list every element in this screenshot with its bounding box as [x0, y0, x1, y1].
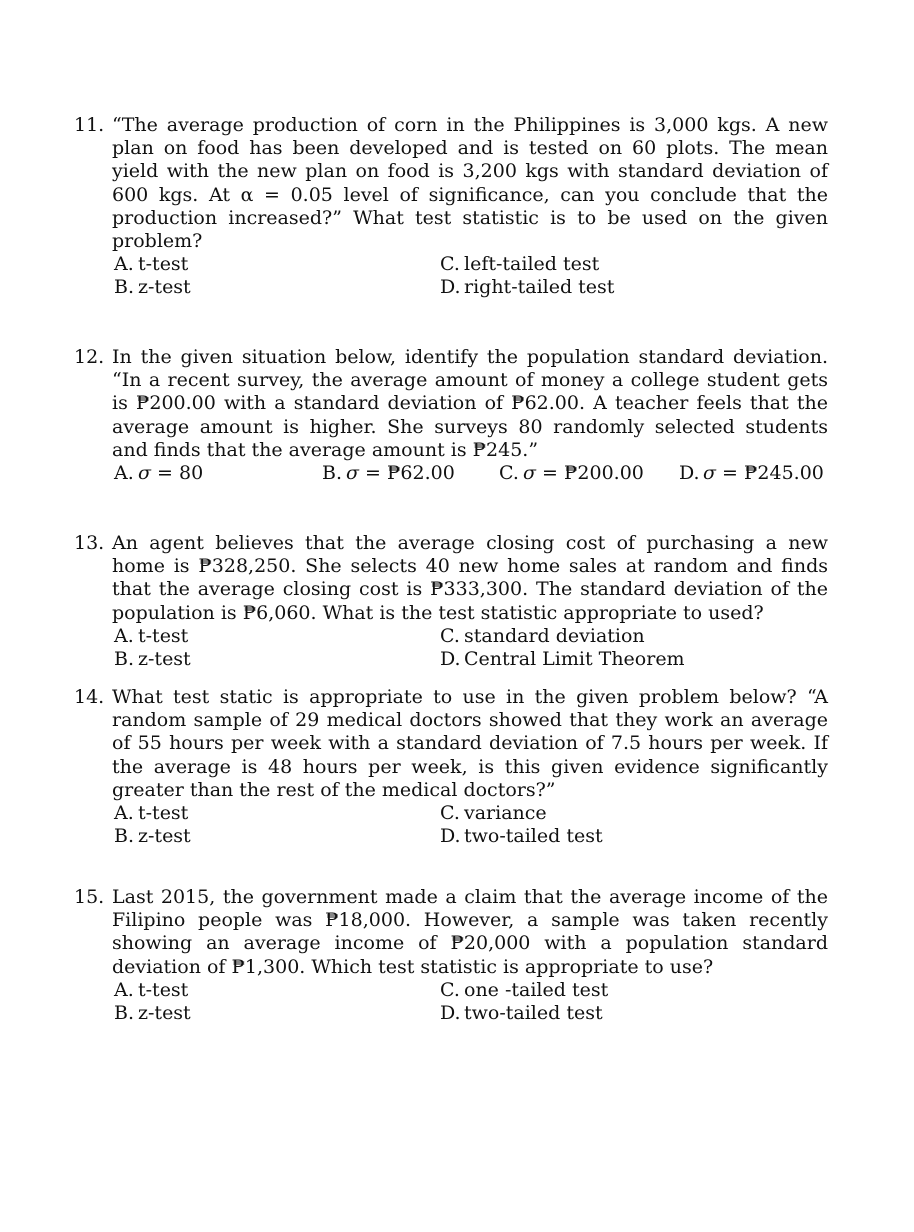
choice-a[interactable]: A. t-test [114, 253, 189, 276]
choice-d[interactable]: D. σ = ₱245.00 [679, 462, 824, 485]
choice-a[interactable]: A. t-test [114, 978, 189, 1001]
answer-choices [114, 625, 828, 671]
question-14 [74, 686, 828, 848]
choice-a[interactable]: A. σ = 80 [114, 462, 204, 485]
choice-d[interactable]: D. Central Limit Theorem [440, 648, 685, 670]
question-stem: “The average production of corn in the Philippines is 3,000 kgs. A new plan on food has been developed and is tested on 60 plots. The mean yield with the new plan on food is 3,200 kgs with standard deviation of 600 kgs. At α = 0.05 level of significance, can you conclude that the production increased?” What test statistic is to be used on the given problem? [112, 114, 828, 253]
choice-b[interactable]: B. z-test [114, 648, 191, 670]
question-number: 13. [74, 532, 105, 554]
question-number: 14. [74, 686, 105, 708]
choice-d[interactable]: D. right-tailed test [440, 276, 615, 299]
question-13 [74, 532, 828, 671]
choice-a[interactable]: A. t-test [114, 624, 189, 647]
question-stem: An agent believes that the average closing cost of purchasing a new home is ₱328,250. She selects 40 new home sales at random and finds that the average closing cost is ₱333,300. The standard deviation of the population is ₱6,060. What is the test statistic appropriate to used? [112, 532, 828, 624]
choice-c[interactable]: C. left-tailed test [440, 253, 600, 276]
choice-c[interactable]: C. standard deviation [440, 624, 645, 647]
choice-c[interactable]: C. variance [440, 802, 547, 825]
choice-b[interactable]: B. z-test [114, 1002, 191, 1024]
question-stem: What test static is appropriate to use in the given problem below? “A random sample of 29 medical doctors showed that they work an average of 55 hours per week with a standard deviation of 7.5 hours per week. If the average is 48 hours per week, is this given evidence significantly greater than the rest of the medical doctors?” [112, 686, 828, 801]
question-11 [74, 114, 828, 300]
choice-b[interactable]: B. z-test [114, 276, 191, 299]
sigma-symbol: σ [138, 462, 151, 485]
sigma-symbol: σ [703, 462, 716, 485]
choice-c[interactable]: C. one -tailed test [440, 978, 609, 1001]
choice-c[interactable]: C. σ = ₱200.00 [499, 462, 644, 485]
answer-choices [114, 253, 828, 299]
question-number: 11. [74, 114, 105, 136]
question-stem: Last 2015, the government made a claim that the average income of the Filipino people was ₱18,000. However, a sample was taken recently showing an average income of ₱20,000 with a population standard deviation of ₱1,300. Which test statistic is appropriate to use? [112, 886, 828, 978]
answer-choices [114, 979, 828, 1025]
sigma-symbol: σ [523, 462, 536, 485]
question-number: 12. [74, 346, 105, 368]
question-number: 15. [74, 886, 105, 908]
question-15 [74, 886, 828, 1025]
choice-d[interactable]: D. two-tailed test [440, 1002, 603, 1024]
answer-choices [114, 802, 828, 848]
choice-b[interactable]: B. z-test [114, 825, 191, 848]
answer-choices [114, 462, 828, 485]
choice-b[interactable]: B. σ = ₱62.00 [322, 462, 455, 485]
question-stem: In the given situation below, identify the population standard deviation. “In a recent survey, the average amount of money a college student gets is ₱200.00 with a standard deviation of ₱62.00. A teacher feels that the average amount is higher. She surveys 80 randomly selected students and finds that the average amount is ₱245.” [112, 346, 828, 461]
sigma-symbol: σ [346, 462, 359, 485]
choice-a[interactable]: A. t-test [114, 802, 189, 825]
choice-d[interactable]: D. two-tailed test [440, 825, 603, 848]
question-12 [74, 346, 828, 485]
